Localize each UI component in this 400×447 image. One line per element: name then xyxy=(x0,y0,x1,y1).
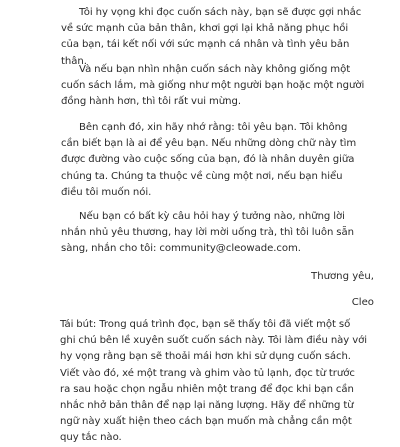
paragraph-2: Và nếu bạn nhìn nhận cuốn sách này không giống một cuốn sách lắm, mà giống như một người bạn hoặc một người đồng hành hơn, thì tôi rất vui mừng. xyxy=(61,64,365,108)
paragraph-3: Bên cạnh đó, xin hãy nhớ rằng: tôi yêu bạn. Tôi không cần biết bạn là ai để yêu bạn. Nếu những dòng chữ này tìm được đường vào cuộc sống của bạn, đó là nhân duyên giữa chúng ta. Chúng ta thuộc về cùng một nơi, nếu bạn hiểu điều tôi muốn nói. xyxy=(61,122,357,198)
postscript: Tái bút: Trong quá trình đọc, bạn sẽ thấy tôi đã viết một số ghi chú bên lề xuyên suốt cuốn sách này. Tôi làm điều này với hy vọng rằng bạn sẽ thoải mái hơn khi sử dụng cuốn sách. Viết vào đó, xé một trang và ghim vào tủ lạnh, đọc từ trước ra sau hoặc chọn ngẫu nhiên một trang để đọc khi bạn cần nhắc nhở bản thân để nạp lại năng lượng. Hãy để những từ ngữ này xuất hiện theo cách bạn muốn mà chẳng cần một quy tắc nào. xyxy=(60,319,367,444)
paragraph-4: Nếu bạn có bất kỳ câu hỏi hay ý tưởng nào, những lời nhắn nhủ yêu thương, hay lời mời uống trà, thì tôi luôn sẵn sàng, nhắn cho tôi: community@cleowade.com. xyxy=(61,211,354,255)
signature: Cleo xyxy=(351,297,374,308)
closing-line: Thương yêu, xyxy=(311,271,374,282)
paragraph-1: Tôi hy vọng khi đọc cuốn sách này, bạn sẽ được gợi nhắc về sức mạnh của bản thân, khơi gợi lại khả năng phục hồi của bạn, tái kết nối với sức mạnh cá nhân và tình yêu bản thân. xyxy=(61,7,362,67)
